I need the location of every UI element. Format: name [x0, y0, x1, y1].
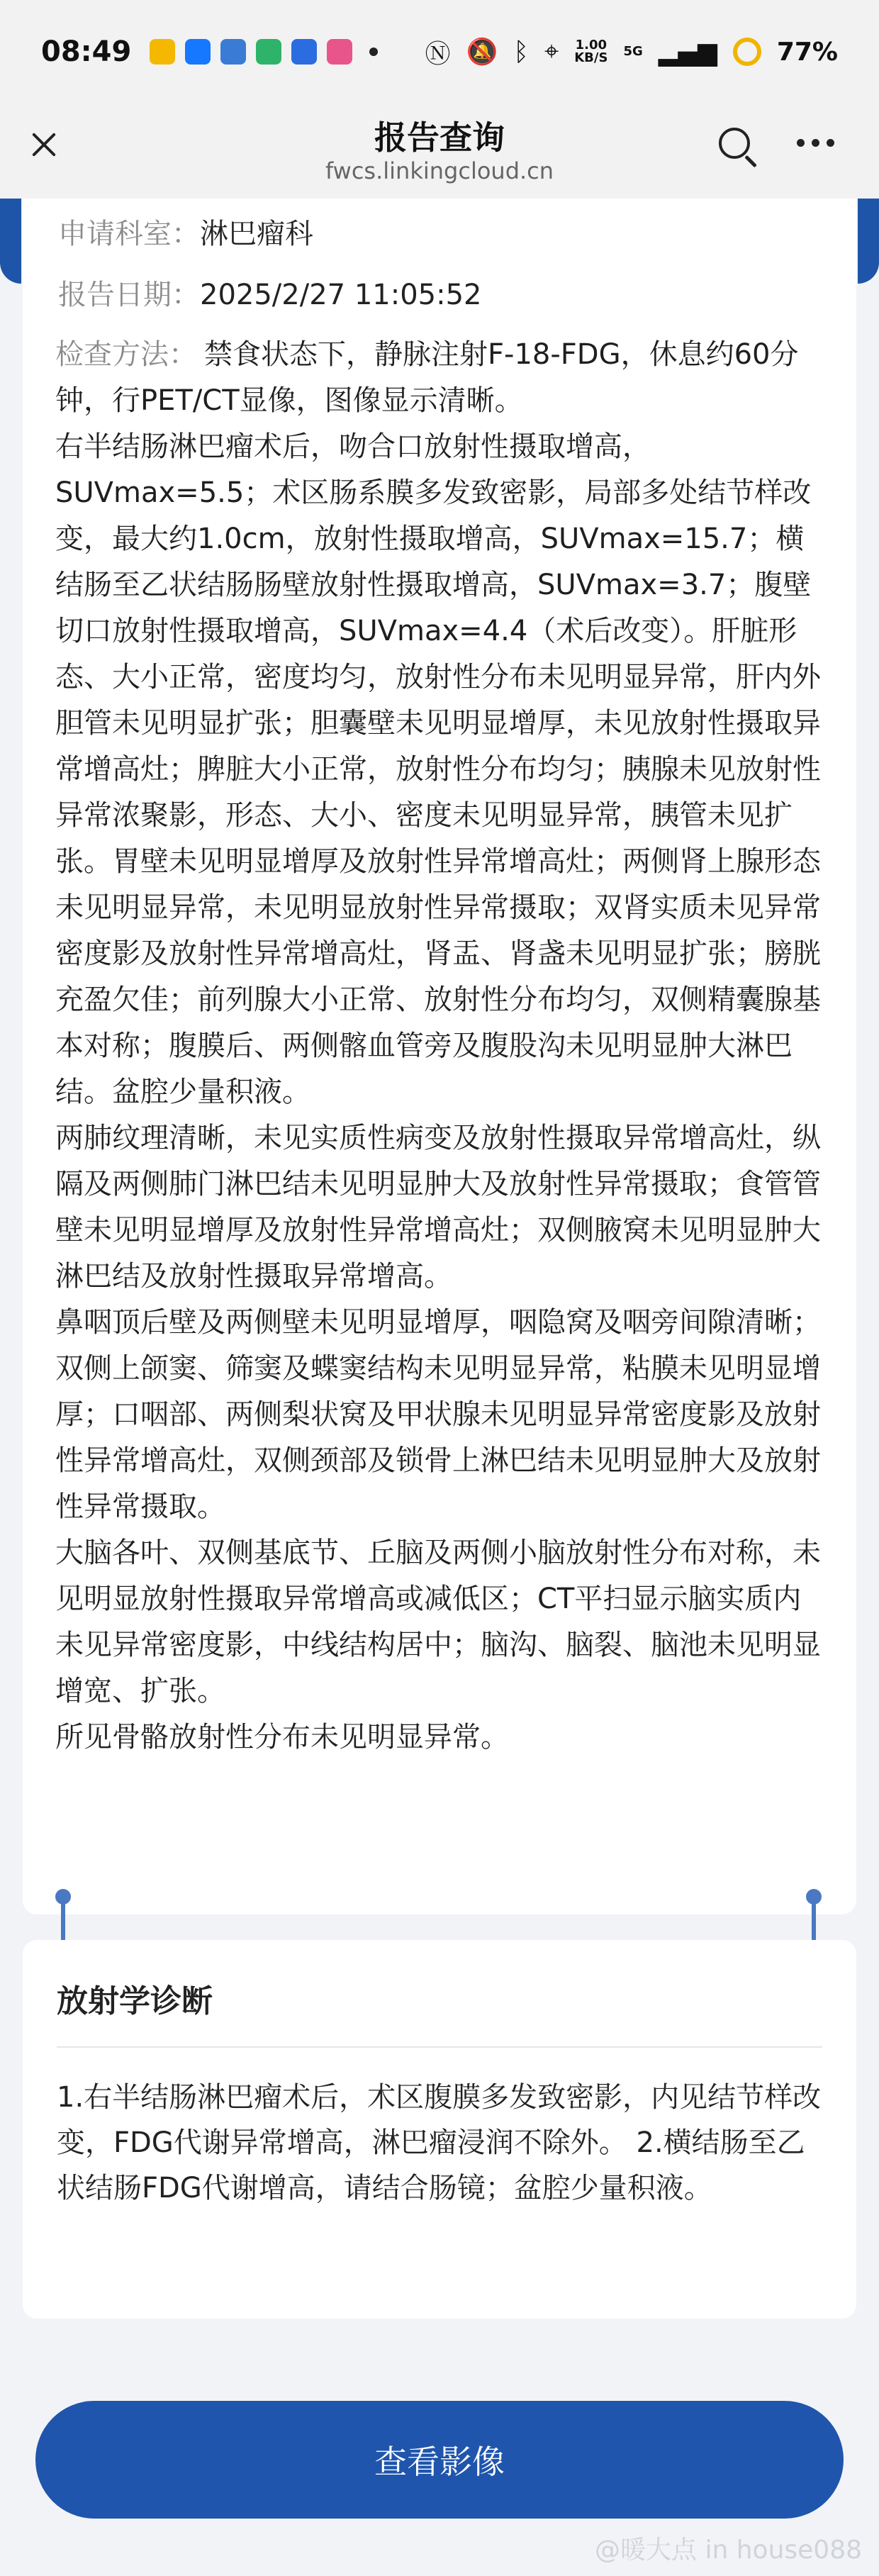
page-url: fwcs.linkingcloud.cn	[325, 157, 554, 184]
status-bar	[0, 0, 879, 104]
network-type: 5G	[623, 44, 643, 59]
system-status	[425, 34, 839, 70]
app-notification-icon	[327, 39, 352, 65]
app-notification-icon	[150, 39, 175, 65]
app-notification-icon	[291, 39, 317, 65]
finding-paragraph: 两肺纹理清晰，未见实质性病变及放射性摄取异常增高灶，纵隔及两侧肺门淋巴结未见明显肿大及放射性异常摄取；食管管壁未见明显增厚及放射性异常增高灶；双侧腋窝未见明显肿大淋巴结及放射性摄取异常增高。	[55, 1122, 821, 1293]
exam-method-label: 检查方法：	[55, 338, 197, 371]
app-notification-icon	[256, 39, 281, 65]
network-speed: 1.00 KB/S	[574, 38, 608, 65]
page-header	[0, 104, 879, 199]
battery-level: 77%	[776, 37, 838, 67]
finding-paragraph: 所见骨骼放射性分布未见明显异常。	[55, 1721, 509, 1753]
department-row	[58, 211, 313, 252]
diagnosis-text: 1.右半结肠淋巴瘤术后，术区腹膜多发致密影，内见结节样改变，FDG代谢异常增高，淋巴瘤浸润不除外。 2.横结肠至乙状结肠FDG代谢增高，请结合肠镜；盆腔少量积液。	[57, 2081, 822, 2204]
mute-icon: 🔕	[466, 38, 498, 67]
report-date-label: 报告日期：	[58, 279, 200, 311]
exam-method-value: 禁食状态下，静脉注射F-18-FDG，休息约60分钟，行PET/CT显像，图像显示清晰。	[55, 338, 799, 417]
nfc-icon: Ⓝ	[425, 39, 451, 69]
finding-paragraph: 大脑各叶、双侧基底节、丘脑及两侧小脑放射性分布对称，未见明显放射性摄取异常增高或减低区；CT平扫显示脑实质内未见异常密度影，中线结构居中；脑沟、脑裂、脑池未见明显增宽、扩张。	[55, 1537, 821, 1707]
report-card	[23, 199, 856, 1914]
signal-icon: ▂▄▆	[658, 37, 717, 67]
diagnosis-card	[23, 1940, 856, 2319]
notification-icons	[150, 39, 378, 65]
more-options-icon[interactable]	[797, 139, 834, 147]
app-notification-icon	[185, 39, 211, 65]
selection-handle-right-knob[interactable]	[806, 1889, 822, 1905]
department-value: 淋巴瘤科	[200, 218, 313, 250]
status-time: 08:49	[41, 35, 132, 68]
page-title: 报告查询	[374, 118, 505, 157]
header-accent-left	[0, 199, 21, 284]
more-notifications-dot-icon	[369, 48, 378, 56]
report-date-value: 2025/2/27 11:05:52	[200, 279, 482, 311]
department-label: 申请科室：	[58, 218, 200, 250]
finding-paragraph: 鼻咽顶后壁及两侧壁未见明显增厚，咽隐窝及咽旁间隙清晰；双侧上颌窦、筛窦及蝶窦结构未见明显异常，粘膜未见明显增厚；口咽部、两侧梨状窝及甲状腺未见明显异常密度影及放射性异常增高灶，双侧颈部及锁骨上淋巴结未见明显肿大及放射性异常摄取。	[55, 1306, 821, 1523]
report-date-row	[58, 272, 481, 313]
diagnosis-title: 放射学诊断	[57, 1983, 213, 2019]
exam-method	[55, 332, 828, 424]
exam-findings	[55, 332, 828, 1761]
bluetooth-icon: ᛒ	[513, 37, 529, 67]
app-notification-icon	[220, 39, 246, 65]
divider	[57, 2046, 822, 2048]
finding-paragraph: 右半结肠淋巴瘤术后，吻合口放射性摄取增高，SUVmax=5.5；术区肠系膜多发致密影，局部多处结节样改变，最大约1.0cm，放射性摄取增高，SUVmax=15.7；横结肠至乙状结肠肠壁放射性摄取增高，SUVmax=3.7；腹壁切口放射性摄取增高，SUVmax=4.4（术后改变）。肝脏形态、大小正常，密度均匀，放射性分布未见明显异常，肝内外胆管未见明显扩张；胆囊壁未见明显增厚，未见放射性摄取异常增高灶；脾脏大小正常，放射性分布均匀；胰腺未见放射性异常浓聚影，形态、大小、密度未见明显异常，胰管未见扩张。胃壁未见明显增厚及放射性异常增高灶；两侧肾上腺形态未见明显异常，未见明显放射性异常摄取；双肾实质未见异常密度影及放射性异常增高灶，肾盂、肾盏未见明显扩张；膀胱充盈欠佳；前列腺大小正常、放射性分布均匀，双侧精囊腺基本对称；腹膜后、两侧髂血管旁及腹股沟未见明显肿大淋巴结。盆腔少量积液。	[55, 430, 821, 1108]
watermark: @暖大点 in house088	[595, 2536, 862, 2565]
selection-handle-left-knob[interactable]	[55, 1889, 71, 1905]
location-icon: ⌖	[544, 37, 559, 66]
battery-icon	[733, 38, 761, 66]
view-images-button[interactable]: 查看影像	[35, 2401, 844, 2519]
search-icon[interactable]	[716, 125, 758, 167]
header-accent-right	[858, 199, 879, 284]
